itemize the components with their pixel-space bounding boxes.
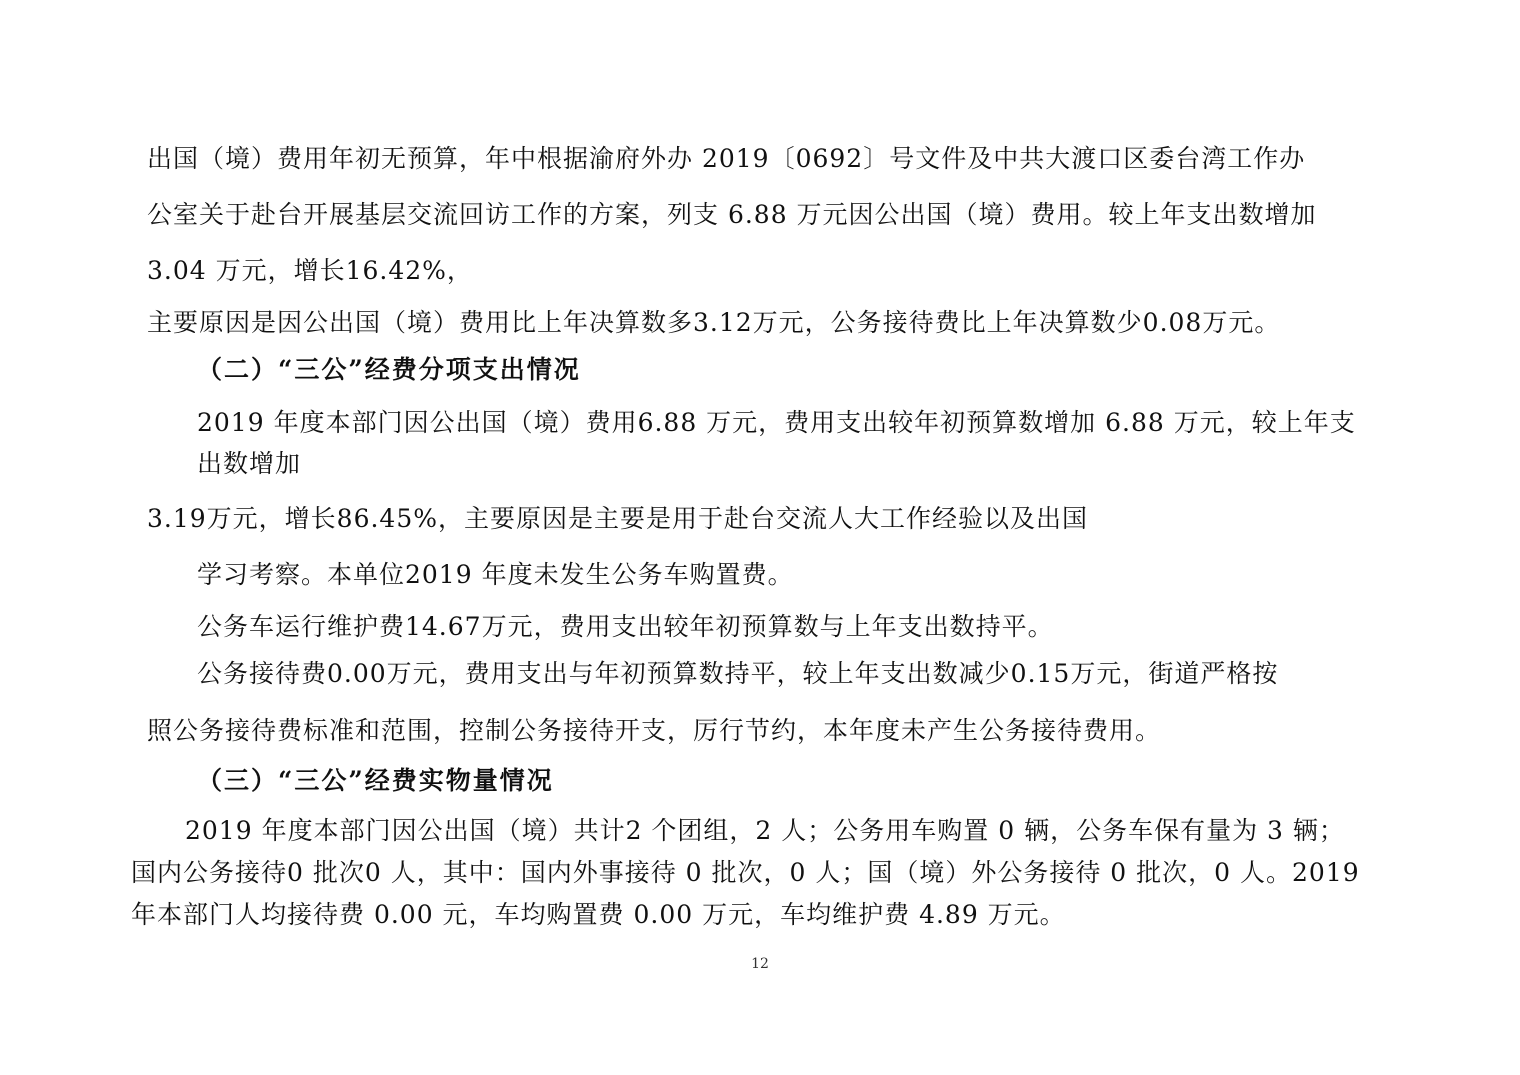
paragraph-line-9: 公务车运行维护费14.67万元，费用支出较年初预算数与上年支出数持平。: [197, 612, 1054, 641]
paragraph-line-14: 年本部门人均接待费 0.00 元，车均购置费 0.00 万元，车均维护费 4.89 万元。: [131, 900, 1066, 929]
paragraph-line-11: 照公务接待费标准和范围，控制公务接待开支，厉行节约，本年度未产生公务接待费用。: [147, 716, 1162, 745]
section-heading-3: （三）“三公”经费实物量情况: [197, 766, 554, 795]
paragraph-line-7: 3.19万元，增长86.45%，主要原因是主要是用于赴台交流人大工作经验以及出国: [147, 504, 1088, 533]
paragraph-line-2: 公室关于赴台开展基层交流回访工作的方案，列支 6.88 万元因公出国（境）费用。较上年支出数增加: [147, 200, 1317, 229]
paragraph-line-4: 主要原因是因公出国（境）费用比上年决算数多3.12万元，公务接待费比上年决算数少0.08万元。: [147, 308, 1281, 337]
paragraph-line-13: 国内公务接待0 批次0 人，其中：国内外事接待 0 批次，0 人；国（境）外公务接待 0 批次，0 人。2019: [131, 858, 1360, 887]
paragraph-line-5: 2019 年度本部门因公出国（境）费用6.88 万元，费用支出较年初预算数增加 6.88 万元，较上年支: [197, 408, 1356, 437]
paragraph-line-10: 公务接待费0.00万元，费用支出与年初预算数持平，较上年支出数减少0.15万元，街道严格按: [197, 659, 1279, 688]
paragraph-line-8: 学习考察。本单位2019 年度未发生公务车购置费。: [197, 560, 794, 589]
paragraph-line-12: 2019 年度本部门因公出国（境）共计2 个团组，2 人；公务用车购置 0 辆，公务车保有量为 3 辆；: [185, 816, 1345, 845]
section-heading-2: （二）“三公”经费分项支出情况: [197, 355, 581, 384]
paragraph-line-6: 出数增加: [197, 449, 302, 478]
paragraph-line-3: 3.04 万元，增长16.42%，: [147, 256, 473, 285]
page-number: 12: [751, 956, 769, 972]
paragraph-line-1: 出国（境）费用年初无预算，年中根据渝府外办 2019〔0692〕号文件及中共大渡口区委台湾工作办: [147, 144, 1306, 173]
